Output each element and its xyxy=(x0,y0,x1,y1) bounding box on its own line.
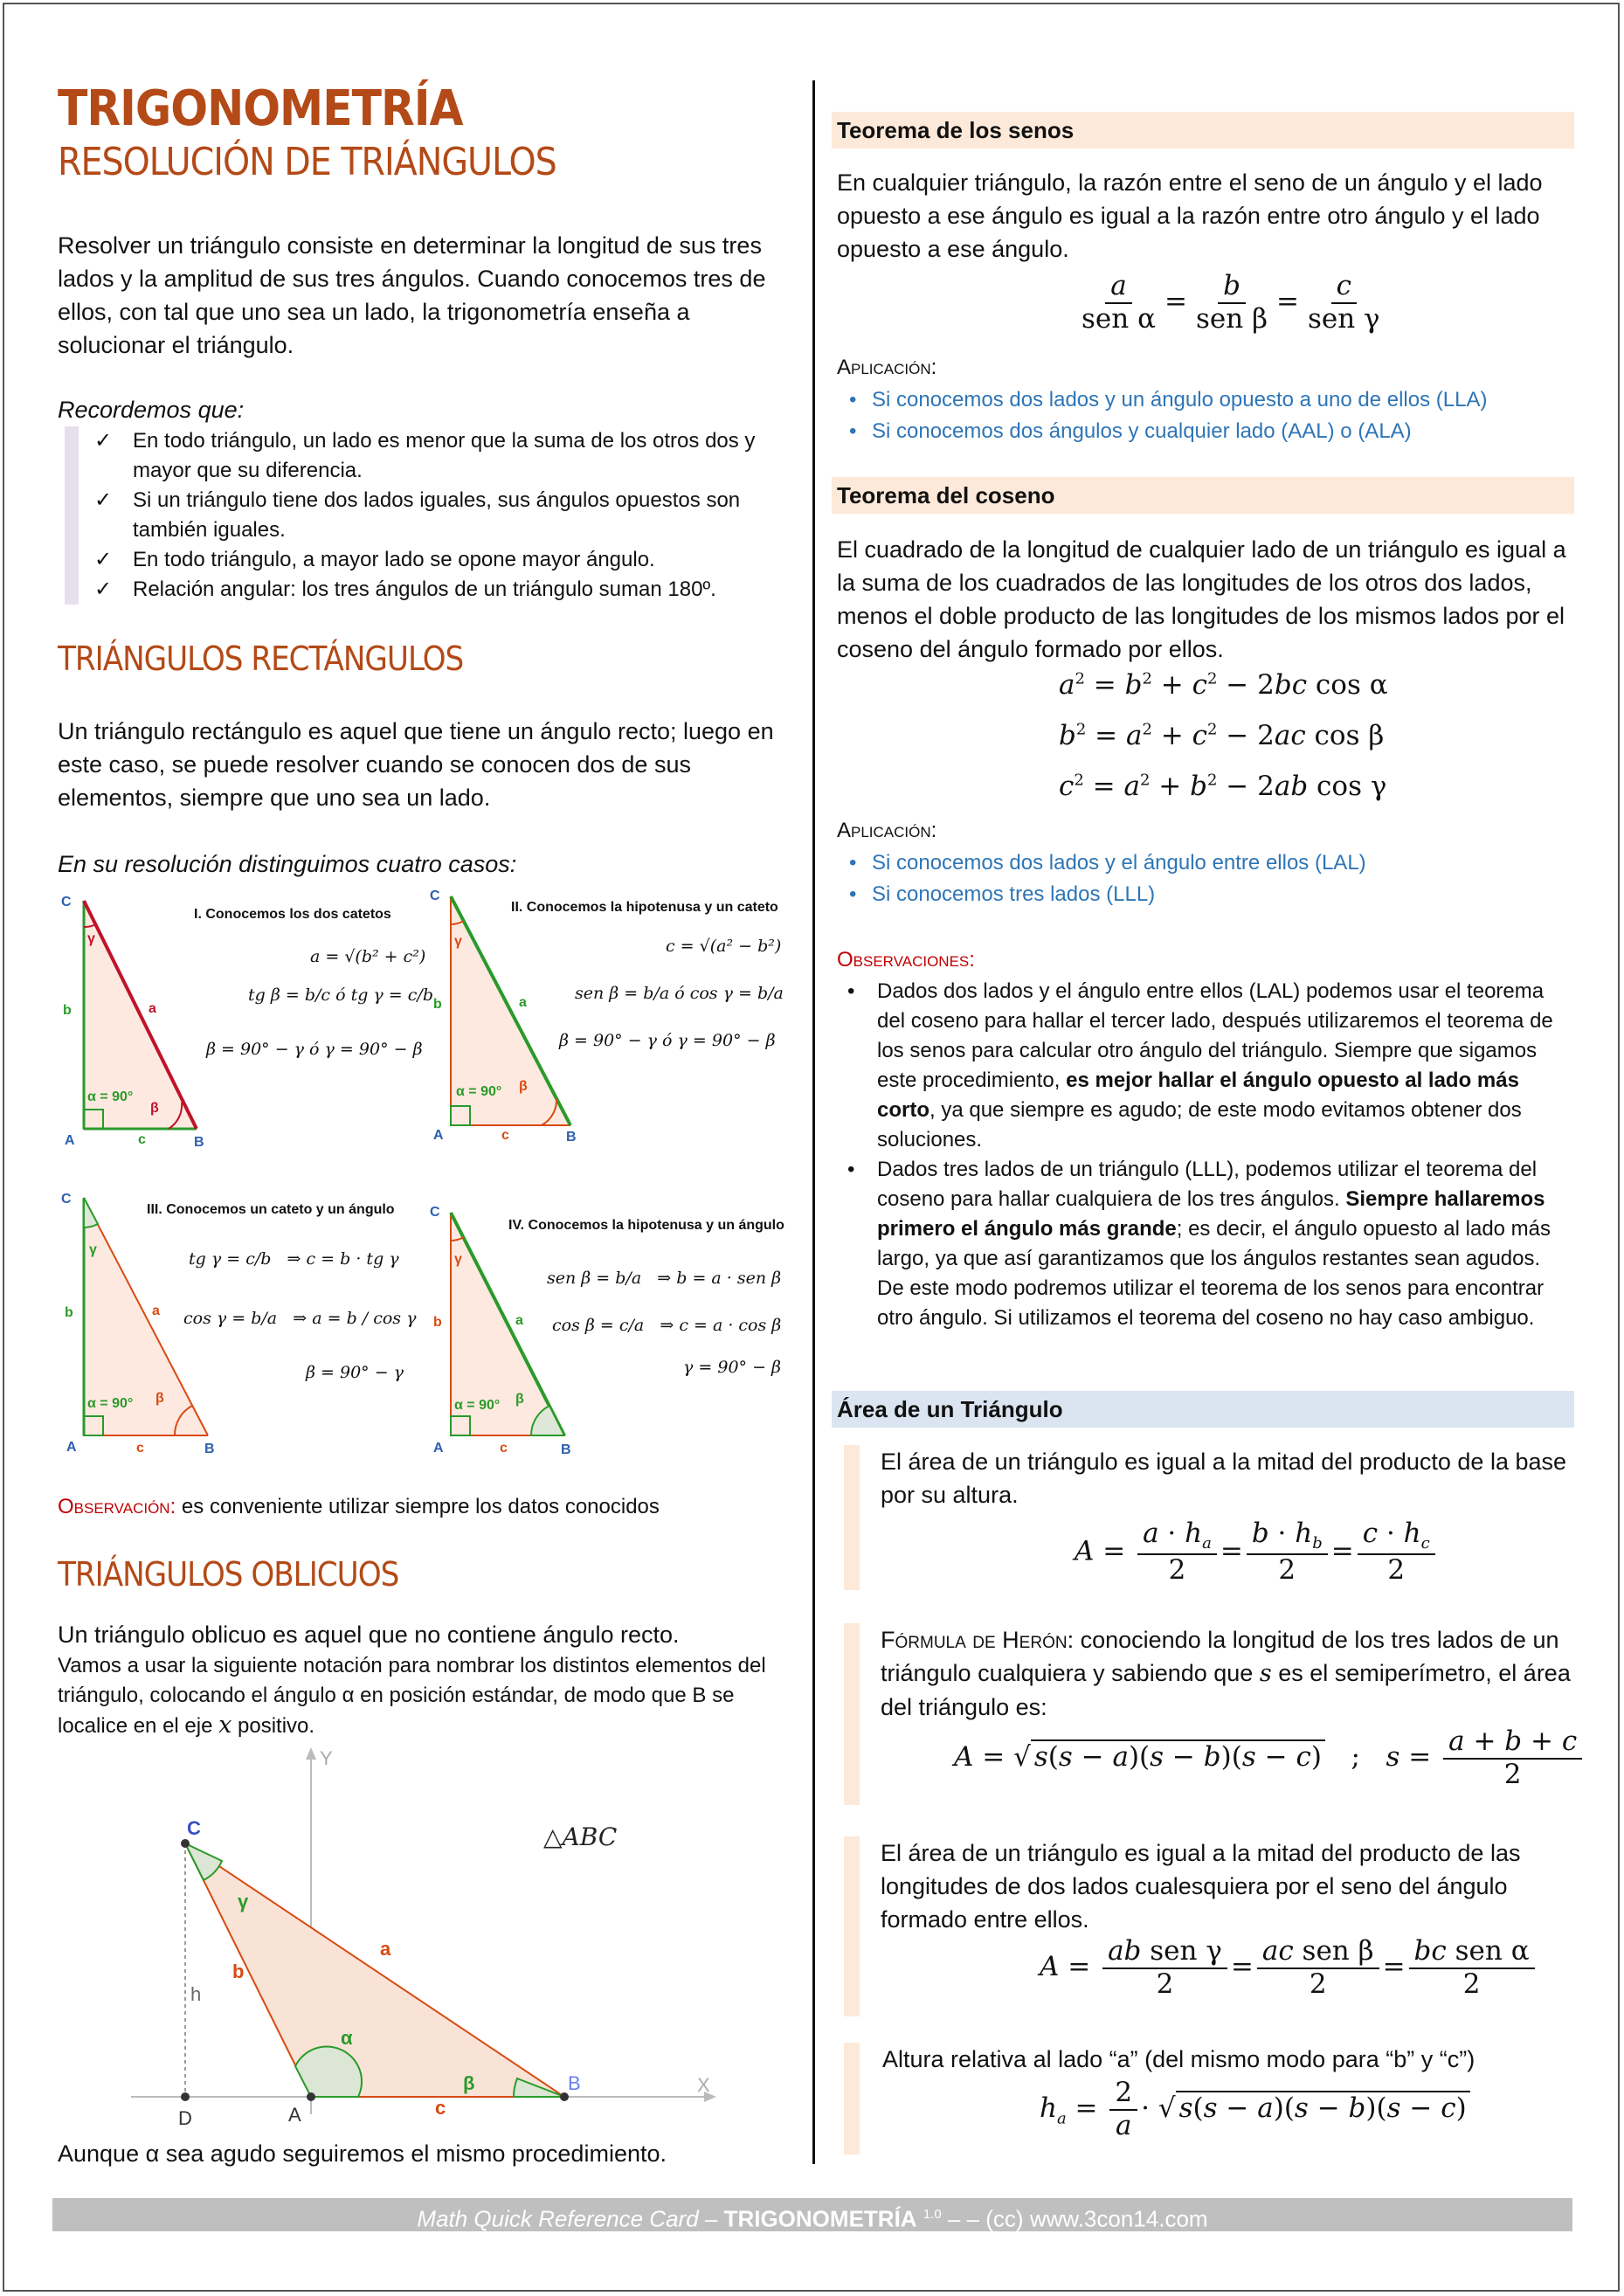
height-label: h xyxy=(190,1983,202,2005)
angle-label: α = 90° xyxy=(456,1084,502,1099)
area-box-1-text: El área de un triángulo es igual a la mitad del producto de la base por su altura. xyxy=(881,1449,1567,1508)
angle-label: α = 90° xyxy=(454,1398,501,1413)
case-4-formula-1: sen β = b/a ⇒ b = a · sen β xyxy=(547,1269,782,1288)
case-2-formula-3: β = 90° − γ ó γ = 90° − β xyxy=(559,1031,776,1050)
list-item: • Dados tres lados de un triángulo (LLL), podemos utilizar el teorema del coseno para hallar cualquiera de los tres ángulos. Siempre hallaremos primero el ángulo más grande; es decir, el ángulo opuesto al lado más largo, ya que así garantizamos que los ángulos restantes sean agudos. De este modo podremos utilizar el teorema de los senos para encontrar otro ángulo. Si utilizamos el teorema del coseno no hay caso ambiguo. xyxy=(847,1158,1551,1330)
observaciones-list xyxy=(837,977,1569,1333)
side-label: b xyxy=(65,1305,73,1320)
rectangulos-text: Un triángulo rectángulo es aquel que tiene un ángulo recto; luego en este caso, se puede resolver cuando se conocen dos de sus elementos, siempre que uno sea un lado. xyxy=(58,718,774,811)
vertex-label: D xyxy=(178,2107,192,2129)
oblicuos-footer-note: Aunque α sea agudo seguiremos el mismo procedimiento. xyxy=(58,2140,667,2167)
angle-label: α = 90° xyxy=(87,1396,134,1411)
side-label: c xyxy=(136,1441,144,1456)
side-label: c xyxy=(500,1441,508,1456)
case-4-formula-3: γ = 90° − β xyxy=(683,1358,782,1377)
list-item: • Si conocemos tres lados (LLL) xyxy=(849,882,1156,906)
side-label: a xyxy=(515,1313,523,1328)
observacion-note: Observación: es conveniente utilizar siempre los datos conocidos xyxy=(58,1495,660,1518)
vertex-label: B xyxy=(561,1442,571,1457)
area-box-4 xyxy=(844,2043,1586,2154)
case-3-formula-3: β = 90° − γ xyxy=(306,1363,404,1382)
recordemos-heading: Recordemos que: xyxy=(58,397,245,423)
list-item: ✓ En todo triángulo, a mayor lado se opone mayor ángulo. xyxy=(94,545,811,575)
list-item: ✓ En todo triángulo, un lado es menor que la suma de los otros dos y mayor que su diferencia. xyxy=(94,426,811,486)
senos-text: En cualquier triángulo, la razón entre el seno de un ángulo y el lado opuesto a ese ángulo es igual a la razón entre otro ángulo y el lado opuesto a ese ángulo. xyxy=(837,169,1543,262)
angle-label: β xyxy=(155,1391,164,1406)
check-icon: ✓ xyxy=(94,488,113,512)
list-item: ✓ Si un triángulo tiene dos lados iguales, sus ángulos opuestos son también iguales. xyxy=(94,486,811,545)
casos-heading: En su resolución distinguimos cuatro casos: xyxy=(58,851,517,877)
angle-label: β xyxy=(515,1392,524,1407)
area-sine-formula: A = $\frac{\text{ab sen γ}}{2}$ = $\frac{\text{ac sen β}}{2}$ = $\frac{\text{bc sen α}}{2}$ xyxy=(1040,1936,1538,2000)
vertex-label: C xyxy=(61,1192,72,1207)
oblicuos-text-2: Vamos a usar la siguiente notación para nombrar los distintos elementos del triángulo, colocando el ángulo α en posición estándar, de modo que B se localice en el eje x positivo. xyxy=(58,1654,766,1739)
list-item: ✓ Relación angular: los tres ángulos de un triángulo suman 180º. xyxy=(94,575,811,605)
angle-label: α = 90° xyxy=(87,1089,134,1104)
angle-label: γ xyxy=(89,1242,97,1257)
vertex-label: C xyxy=(61,895,72,909)
page-subtitle: RESOLUCIÓN DE TRIÁNGULOS xyxy=(58,140,556,184)
vertex-label: B xyxy=(566,1130,577,1145)
height-formula: $h_a$ = $\frac{2}{a}$ · √ s(s − a)(s − b)(s − c) xyxy=(1040,2078,1470,2141)
case-1-formula-3: β = 90° − γ ó γ = 90° − β xyxy=(206,1040,423,1059)
side-label: b xyxy=(433,997,442,1012)
vertex-label: C xyxy=(430,889,440,903)
axis-y-label: Y xyxy=(320,1747,333,1769)
observaciones-heading: Observaciones: xyxy=(837,948,975,972)
side-label: a xyxy=(152,1304,160,1318)
case-1-formula-1: a = √(b² + c²) xyxy=(310,947,426,966)
axis-x-label: X xyxy=(697,2074,710,2096)
vertex-label: B xyxy=(568,2072,581,2094)
coseno-heading: Teorema del coseno xyxy=(832,477,1574,514)
vertex-label: B xyxy=(204,1442,215,1456)
vertex-label: B xyxy=(194,1135,204,1149)
side-label: a xyxy=(380,1938,391,1960)
check-icon: ✓ xyxy=(94,577,113,601)
law-of-sines-formula: $\frac{a}{\text{sen α}}$ = $\frac{b}{\text{sen β}}$ = $\frac{c}{\text{sen γ}}$ xyxy=(1082,270,1380,335)
law-of-cosines-a: $a^2 = b^2 + c^2 - 2bc$ cos α xyxy=(1059,669,1388,701)
page-title: TRIGONOMETRÍA xyxy=(58,80,463,137)
vertex-label: A xyxy=(288,2104,301,2126)
coseno-text: El cuadrado de la longitud de cualquier lado de un triángulo es igual a la suma de los cuadrados de las longitudes de los otros dos lados, menos el doble producto de las longitudes de los mismos lados por el coseno del ángulo formado por ellos. xyxy=(837,536,1566,662)
heron-formula: A = √ s(s − a)(s − b)(s − c) ; s = $\frac{a + b + c}{2}$ xyxy=(954,1726,1586,1790)
senos-heading: Teorema de los senos xyxy=(832,112,1574,149)
side-label: c xyxy=(138,1132,146,1147)
column-divider xyxy=(812,80,815,2164)
angle-label: γ xyxy=(454,1252,462,1267)
side-label: c xyxy=(501,1128,509,1143)
case-3-formula-2: cos γ = b/a ⇒ a = b / cos γ xyxy=(183,1309,417,1328)
area-box-3 xyxy=(844,1836,1586,2016)
vertex-label: A xyxy=(433,1128,444,1143)
angle-label: β xyxy=(519,1079,528,1094)
intro-paragraph: Resolver un triángulo consiste en determinar la longitud de sus tres lados y la amplitud de sus tres ángulos. Cuando conocemos tres de ellos, con tal que uno sea un lado, la trigonometría enseña a solucionar el triángulo. xyxy=(58,232,766,358)
coseno-aplicacion-label: Aplicación: xyxy=(837,819,937,842)
vertex-label: A xyxy=(433,1441,444,1456)
recordemos-list xyxy=(65,426,811,605)
angle-label: β xyxy=(463,2072,475,2094)
area-box-2 xyxy=(844,1623,1586,1805)
area-box-3-text: El área de un triángulo es igual a la mitad del producto de las longitudes de dos lados cualesquiera por el seno del ángulo formado entre ellos. xyxy=(881,1840,1521,1933)
case-3-title: III. Conocemos un cateto y un ángulo xyxy=(147,1202,395,1217)
side-label: b xyxy=(433,1315,442,1330)
list-item: • Si conocemos dos ángulos y cualquier lado (AAL) o (ALA) xyxy=(849,419,1412,443)
case-1-title: I. Conocemos los dos catetos xyxy=(194,907,391,922)
figure-oblique-triangle xyxy=(114,1747,725,2132)
section-oblicuos-heading: TRIÁNGULOS OBLICUOS xyxy=(58,1555,399,1594)
angle-label: γ xyxy=(454,934,462,949)
side-label: a xyxy=(519,995,527,1010)
law-of-cosines-b: $b^2 = a^2 + c^2 - 2ac$ cos β xyxy=(1059,720,1385,751)
case-2-formula-2: sen β = b/a ó cos γ = b/a xyxy=(575,984,784,1003)
area-heading: Área de un Triángulo xyxy=(832,1391,1574,1428)
triangle-notation: △ABC xyxy=(543,1822,618,1851)
angle-label: β xyxy=(150,1101,159,1116)
list-item: • Si conocemos dos lados y un ángulo opuesto a uno de ellos (LLA) xyxy=(849,388,1488,411)
case-4-formula-2: cos β = c/a ⇒ c = a · cos β xyxy=(552,1316,782,1335)
area-base-height-formula: A = $\frac{a \cdot h_a}{2}$ = $\frac{b \cdot h_b}{2}$ = $\frac{c \cdot h_c}{2}$ xyxy=(1075,1518,1439,1587)
case-1-formula-2: tg β = b/c ó tg γ = c/b xyxy=(248,985,433,1005)
oblicuos-text-1: Un triángulo oblicuo es aquel que no contiene ángulo recto. xyxy=(58,1622,680,1648)
list-item: • Dados dos lados y el ángulo entre ellos (LAL) podemos usar el teorema del coseno para hallar el tercer lado, después utilizaremos el teorema de los senos para calcular otro ángulo del triángulo. Siempre que sigamos este procedimiento, es mejor hallar el ángulo opuesto al lado más corto, ya que siempre es agudo; de este modo evitamos obtener dos soluciones. xyxy=(847,979,1553,1151)
side-label: c xyxy=(435,2097,446,2119)
senos-aplicacion-label: Aplicación: xyxy=(837,356,937,379)
vertex-label: C xyxy=(430,1205,440,1220)
check-icon: ✓ xyxy=(94,429,113,453)
vertex-label: A xyxy=(66,1440,77,1455)
senos-aplicacion-list xyxy=(837,384,1571,447)
angle-label: α xyxy=(341,2027,353,2049)
case-2-formula-1: c = √(a² − b²) xyxy=(666,937,782,956)
case-3-formula-1: tg γ = c/b ⇒ c = b · tg γ xyxy=(189,1249,399,1269)
case-4-title: IV. Conocemos la hipotenusa y un ángulo xyxy=(508,1218,784,1233)
angle-label: γ xyxy=(87,931,95,946)
angle-label: γ xyxy=(238,1891,249,1912)
vertex-label: A xyxy=(65,1133,75,1148)
area-box-1 xyxy=(844,1445,1586,1590)
area-box-2-text: Fórmula de Herón: conociendo la longitud de los tres lados de un triángulo cualquiera y sabiendo que s es el semiperímetro, el área del triángulo es: xyxy=(881,1627,1571,1720)
law-of-cosines-c: $c^2 = a^2 + b^2 - 2ab$ cos γ xyxy=(1059,771,1387,802)
check-icon: ✓ xyxy=(94,548,113,571)
vertex-label: C xyxy=(187,1817,201,1839)
list-item: • Si conocemos dos lados y el ángulo entre ellos (LAL) xyxy=(849,851,1366,875)
side-label: b xyxy=(232,1961,245,1982)
case-2-title: II. Conocemos la hipotenusa y un cateto xyxy=(511,900,778,915)
page-footer: Math Quick Reference Card – TRIGONOMETRÍA $^{1.0}$ – – (cc) www.3con14.com xyxy=(52,2198,1572,2231)
area-box-4-text: Altura relativa al lado “a” (del mismo modo para “b” y “c”) xyxy=(882,2046,1475,2072)
coseno-aplicacion-list xyxy=(837,847,1571,910)
side-label: b xyxy=(63,1003,72,1018)
side-label: a xyxy=(149,1001,156,1016)
section-rectangulos-heading: TRIÁNGULOS RECTÁNGULOS xyxy=(58,640,464,678)
